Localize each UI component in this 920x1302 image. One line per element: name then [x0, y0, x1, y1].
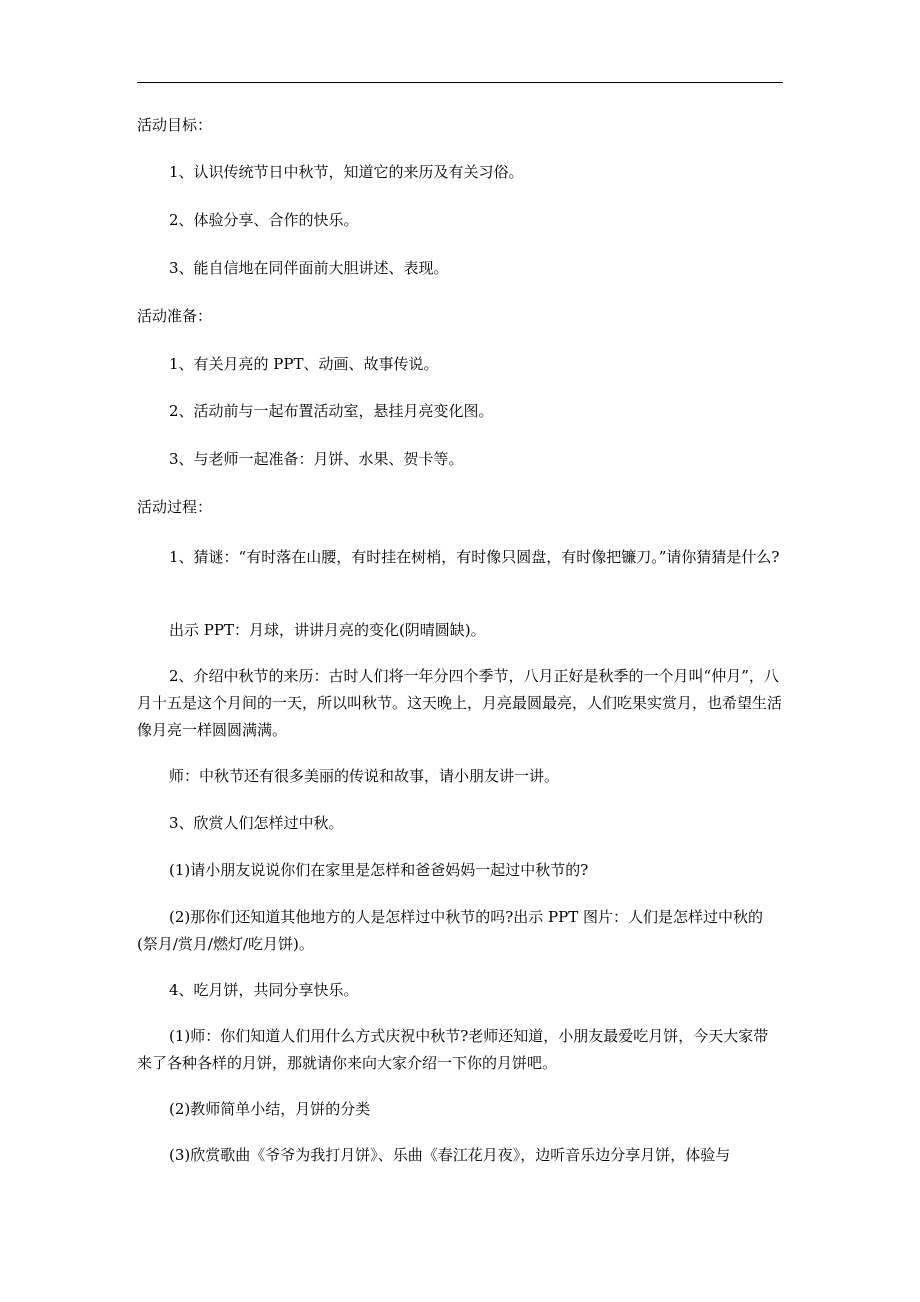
process-step-4: 4、吃月饼，共同分享快乐。: [169, 981, 359, 999]
process-step-3-sub-2: (2)那你们还知道其他地方的人是怎样过中秋节的吗?出示 PPT 图片：人们是怎样过中秋的(祭月/赏月/燃灯/吃月饼)。: [137, 908, 764, 953]
heading-goals: 活动目标：: [137, 116, 213, 134]
process-step-2-note: 师：中秋节还有很多美丽的传说和故事，请小朋友讲一讲。: [169, 767, 560, 785]
process-step-4-sub-2: (2)教师简单小结，月饼的分类: [169, 1100, 371, 1118]
process-step-1: 1、猜谜：“有时落在山腰，有时挂在树梢，有时像只圆盘，有时像把镰刀。”请你猜猜是什么?: [169, 548, 780, 566]
process-step-3-sub-1: (1)请小朋友说说你们在家里是怎样和爸爸妈妈一起过中秋节的?: [169, 861, 589, 879]
heading-process: 活动过程：: [137, 498, 213, 516]
process-step-1-note: 出示 PPT：月球，讲讲月亮的变化(阴晴圆缺)。: [169, 621, 486, 639]
prep-item-1: 1、有关月亮的 PPT、动画、故事传说。: [169, 355, 439, 373]
heading-preparation: 活动准备：: [137, 307, 213, 325]
prep-item-3: 3、与老师一起准备：月饼、水果、贺卡等。: [169, 450, 464, 468]
prep-item-2: 2、活动前与一起布置活动室，悬挂月亮变化图。: [169, 402, 494, 420]
header-rule: [137, 82, 783, 83]
process-step-4-sub-3: (3)欣赏歌曲《爷爷为我打月饼》、乐曲《春江花月夜》，边听音乐边分享月饼，体验与: [169, 1146, 731, 1164]
goal-item-1: 1、认识传统节日中秋节，知道它的来历及有关习俗。: [169, 163, 524, 181]
goal-item-2: 2、体验分享、合作的快乐。: [169, 211, 359, 229]
goal-item-3: 3、能自信地在同伴面前大胆讲述、表现。: [169, 259, 449, 277]
process-step-2: 2、介绍中秋节的来历：古时人们将一年分四个季节，八月正好是秋季的一个月叫“仲月”，八月十五是这个月间的一天，所以叫秋节。这天晚上，月亮最圆最亮，人们吃果实赏月，也希望生活像月亮一样圆圆满满。: [137, 667, 783, 739]
process-step-3: 3、欣赏人们怎样过中秋。: [169, 814, 344, 832]
process-step-4-sub-1: (1)师：你们知道人们用什么方式庆祝中秋节?老师还知道，小朋友最爱吃月饼，今天大家带来了各种各样的月饼，那就请你来向大家介绍一下你的月饼吧。: [137, 1027, 769, 1072]
